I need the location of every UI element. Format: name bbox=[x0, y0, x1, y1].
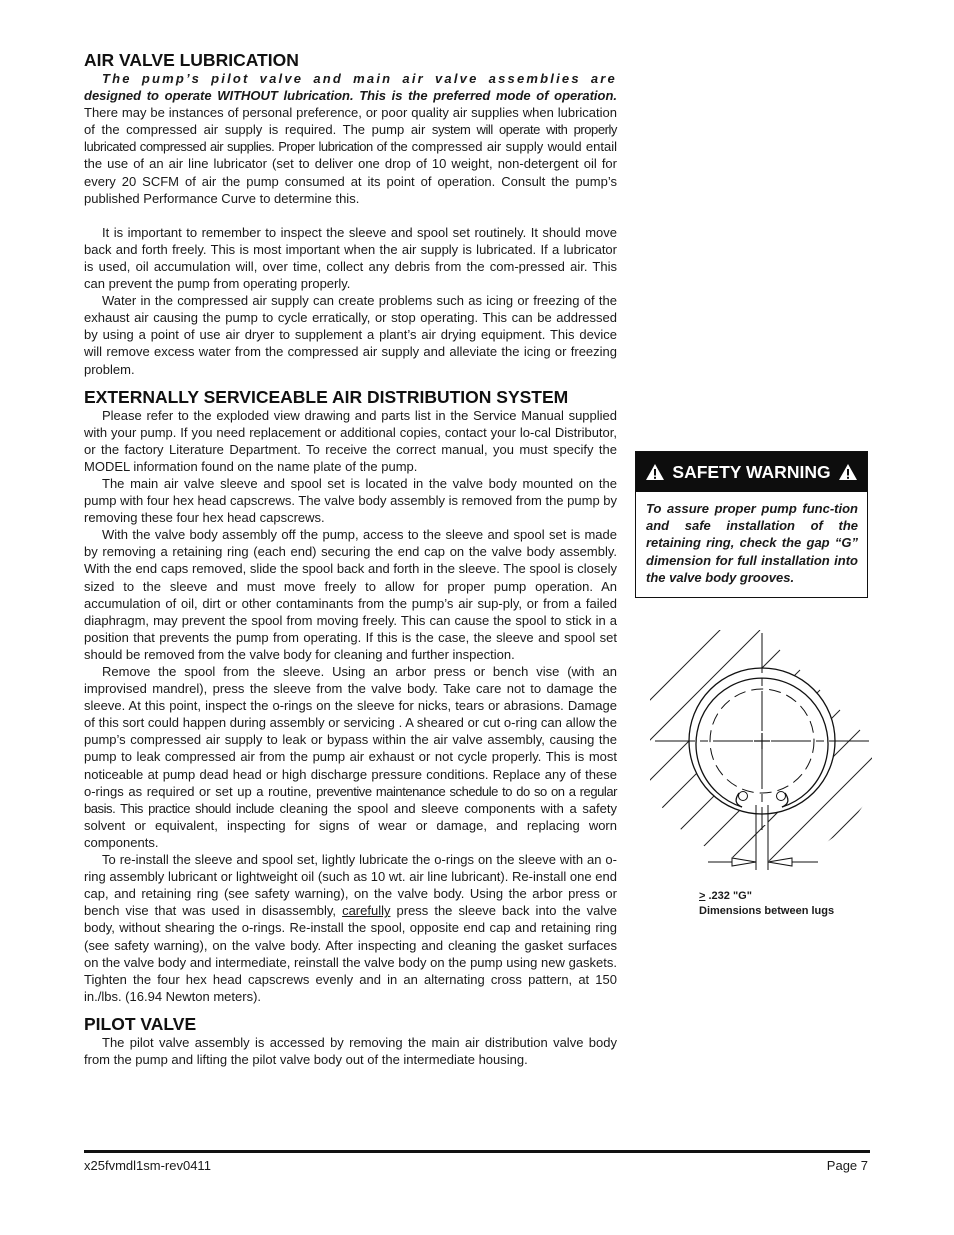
greater-equal-symbol: > bbox=[699, 890, 706, 902]
safety-warning-title: SAFETY WARNING bbox=[672, 461, 831, 482]
caption-gap-dimension bbox=[699, 889, 834, 904]
lead-text-line2: designed to operate WITHOUT lubrication. This is the preferred mode of operation. bbox=[84, 88, 617, 104]
paragraph-inspect-sleeve: It is important to remember to inspect the sleeve and spool set routinely. It should move back and forth freely. This is most important when the air supply is lubricated. If a lubricator is used, oil accumulation will, over time, collect any debris from the com-pressed air. This can prevent the pump from operating properly. bbox=[84, 224, 617, 292]
heading-external-air-distribution: EXTERNALLY SERVICEABLE AIR DISTRIBUTION SYSTEM bbox=[84, 386, 569, 407]
paragraph-lubrication-intro bbox=[84, 70, 617, 207]
reinstall-text-b: press the sleeve back into the valve body, without shearing the o-rings. Re-install the spool, opposite end cap and retaining ring (see safety warning), on the valve body. After inspecting and cleaning the gasket surfaces on the valve body and intermediate, reinstall the valve body on the pump using new gaskets. Tighten the four hex head capscrews evenly and in an alternating cross pattern, at 150 in./lbs. (16.94 Newton meters). bbox=[84, 903, 617, 1004]
paragraph-sleeve-location: The main air valve sleeve and spool set is located in the valve body mounted on the pump with four hex head capscrews. The valve body assembly is removed from the pump by removing these four hex head capscrews. bbox=[84, 475, 618, 526]
remove-spool-text-b: cleaning the spool and sleeve components with a safety solvent or equivalent, inspecting for signs of wear or damage, and replacing worn components. bbox=[84, 800, 618, 850]
paragraph-valve-body-off: With the valve body assembly off the pump, access to the sleeve and spool set is made by removing a retaining ring (each end) securing the end cap on the valve body assembly. With the end caps removed, slide the spool back and forth in the sleeve. The spool is closely sized to the sleeve and must move freely to allow for proper pump operation. An accumulation of oil, dirt or other contaminants from the pump’s air sup-ply, or from a failed diaphragm, may prevent the spool from moving freely. This can cause the spool to stick in a position that prevents the pump from operating. If this is the case, the sleeve and spool set should be removed from the valve body for cleaning and further inspection. bbox=[84, 527, 617, 662]
heading-pilot-valve: PILOT VALVE bbox=[84, 1013, 197, 1034]
safety-warning-box bbox=[635, 451, 868, 598]
reinstall-text-a: To re-install the sleeve and spool set, lightly lubricate the o-rings on the sleeve with an o-ring assembly lubricant or lightweight oil (such as 10 wt. air line lubricant). Re-install one end cap, and retaining ring (see safety warning), on the valve body. Using the arbor press or bench vise that was used in disassembly, bbox=[84, 852, 617, 919]
paragraph-pilot-valve: The pilot valve assembly is accessed by removing the main air distribution valve body from the pump and lifting the pilot valve body out of the intermediate housing. bbox=[84, 1034, 617, 1067]
figure-caption bbox=[699, 889, 834, 919]
caption-lugs: Dimensions between lugs bbox=[699, 905, 835, 917]
retaining-ring-diagram bbox=[650, 630, 872, 875]
main-column bbox=[84, 50, 617, 1068]
remove-spool-text-condensed: preventive maintenance schedule to do so on a regular basis. This practice should include bbox=[84, 783, 617, 816]
paragraph-remove-spool bbox=[84, 663, 617, 851]
footer-page-number: Page 7 bbox=[826, 1158, 868, 1173]
safety-warning-header bbox=[636, 452, 867, 492]
warning-triangle-icon bbox=[645, 463, 665, 481]
safety-warning-text: To assure proper pump func-tion and safe installation of the retaining ring, check the gap “G” dimension for full installation into the valve body grooves. bbox=[646, 501, 858, 585]
paragraph-service-manual: Please refer to the exploded view drawing and parts list in the Service Manual supplied with your pump. If you need replacement or additional copies, contact your lo-cal Distributor, or the factory Literature Department. To receive the correct manual, you must specify the MODEL information found on the name plate of the pump. bbox=[84, 407, 617, 474]
lead-text-line1: The pump’s pilot valve and main air valve assemblies are bbox=[102, 71, 617, 86]
heading-air-valve-lubrication: AIR VALVE LUBRICATION bbox=[84, 50, 299, 70]
paragraph-water-in-air: Water in the compressed air supply can create problems such as icing or freezing of the exhaust air causing the pump to cycle erratically, or stop operating. This can be addressed by using a point of use air dryer to supplement a plant’s air drying equipment. This device will remove excess water from the compressed air supply and alleviate the icing or freezing problem. bbox=[84, 293, 617, 377]
warning-triangle-icon bbox=[838, 463, 858, 481]
lubrication-text-condensed: system will operate with properly lubricated compressed air supplies. Proper lubrication of the bbox=[84, 122, 617, 155]
remove-spool-text-a: Remove the spool from the sleeve. Using an arbor press or bench vise (with an improvised mandrel), press the sleeve from the valve body. Take care not to damage the sleeve. At this point, inspect the o-rings on the sleeve for nicks, tears or abrasions. Damage of this sort could happen during assembly or servicing . A sheared or cut o-ring can allow the pump’s compressed air supply to leak or bypass within the air valve assembly, causing the pump to leak compressed air from the pump air exhaust or not cycle properly. This is most noticeable at pump dead head or high discharge pressure conditions. Replace any of these o-rings as required or set up a routine, bbox=[84, 664, 617, 799]
carefully-underlined: carefully bbox=[342, 903, 391, 919]
caption-gap-value: .232 "G" bbox=[705, 890, 752, 902]
footer-doc-id: x25fvmdl1sm-rev0411 bbox=[84, 1158, 211, 1173]
footer-rule bbox=[84, 1150, 870, 1153]
paragraph-reinstall bbox=[84, 851, 617, 1005]
lubrication-text-b: compressed air supply would entail the use of an air line lubricator (set to deliver one drop of 10 weight, non-detergent oil for every 20 SCFM of air the pump consumed at its point of operation. Consult the pump’s published Performance Curve to determine this. bbox=[84, 139, 617, 206]
lubrication-text-a: There may be instances of personal preference, or poor quality air supplies when lubrication of the compressed air supply is required. The pump air bbox=[84, 105, 617, 138]
